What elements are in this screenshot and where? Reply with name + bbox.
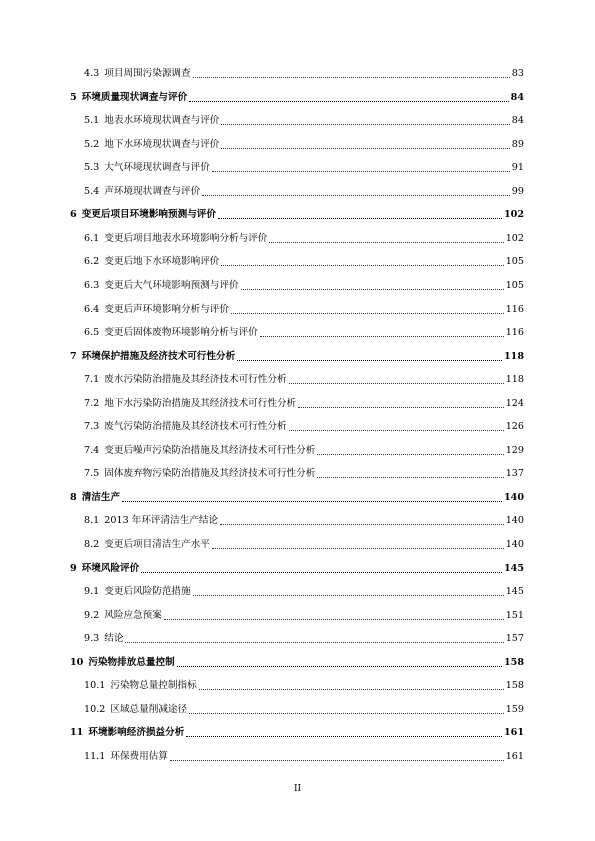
toc-dot-leader	[164, 619, 504, 620]
toc-section-entry[interactable]	[84, 231, 524, 245]
toc-entry-number: 8.1	[84, 515, 100, 527]
toc-section-entry[interactable]	[84, 631, 524, 645]
toc-entry-page-number: 118	[505, 374, 524, 386]
toc-entry-title: 声环境现状调查与评价	[104, 185, 201, 197]
toc-chapter-entry[interactable]	[70, 490, 524, 504]
toc-dot-leader	[231, 313, 504, 314]
toc-entry-title: 污染物总量控制指标	[110, 680, 197, 692]
toc-entry-number: 6	[70, 209, 77, 221]
toc-entry-number: 5.3	[84, 162, 100, 174]
toc-entry-title: 变更后项目地表水环境影响分析与评价	[104, 232, 268, 244]
toc-dot-leader	[189, 713, 504, 714]
toc-dot-leader	[193, 595, 504, 596]
toc-entry-page-number: 145	[505, 586, 524, 598]
toc-entry-number: 10.2	[84, 703, 106, 715]
toc-entry-page-number: 116	[505, 327, 524, 339]
toc-dot-leader	[289, 383, 504, 384]
toc-section-entry[interactable]	[84, 513, 524, 527]
toc-dot-leader	[220, 524, 504, 525]
toc-entry-page-number: 161	[505, 750, 524, 762]
toc-entry-page-number: 159	[505, 703, 524, 715]
toc-entry-title: 地表水环境现状调查与评价	[104, 115, 220, 127]
toc-chapter-entry[interactable]	[70, 90, 524, 104]
toc-dot-leader	[241, 289, 504, 290]
toc-chapter-entry[interactable]	[70, 561, 524, 575]
toc-entry-number: 7.1	[84, 374, 100, 386]
toc-section-entry[interactable]	[84, 113, 524, 127]
toc-dot-leader	[186, 736, 502, 737]
toc-section-entry[interactable]	[84, 160, 524, 174]
toc-section-entry[interactable]	[84, 419, 524, 433]
toc-section-entry[interactable]	[84, 749, 524, 763]
toc-entry-title: 环境风险评价	[81, 562, 140, 574]
toc-entry-page-number: 124	[505, 397, 524, 409]
toc-entry-number: 8	[70, 491, 77, 503]
toc-dot-leader	[298, 407, 504, 408]
toc-entry-number: 8.2	[84, 539, 100, 550]
toc-dot-leader	[170, 760, 504, 761]
toc-entry-number: 9.2	[84, 609, 100, 621]
toc-dot-leader	[199, 689, 504, 690]
toc-dot-leader	[221, 148, 509, 149]
toc-entry-title: 变更后大气环境影响预测与评价	[104, 279, 239, 291]
toc-entry-number: 11.1	[84, 750, 106, 762]
toc-entry-title: 变更后项目环境影响预测与评价	[81, 209, 216, 221]
toc-entry-number: 6.2	[84, 256, 100, 268]
toc-entry-number: 5	[70, 91, 77, 103]
toc-entry-number: 7.3	[84, 421, 100, 433]
toc-entry-number: 5.1	[84, 115, 100, 127]
toc-entry-title: 大气环境现状调查与评价	[104, 162, 210, 174]
toc-entry-number: 5.2	[84, 138, 100, 150]
toc-entry-page-number: 102	[503, 209, 524, 221]
toc-entry-title: 污染物排放总量控制	[88, 656, 175, 668]
toc-dot-leader	[289, 430, 504, 431]
toc-entry-number: 10	[70, 656, 84, 668]
toc-dot-leader	[125, 642, 503, 643]
toc-section-entry[interactable]	[84, 443, 524, 457]
toc-entry-page-number: 118	[503, 350, 524, 362]
toc-dot-leader	[218, 218, 502, 219]
toc-entry-title: 变更后项目清洁生产水平	[104, 539, 210, 550]
toc-entry-page-number: 102	[505, 232, 524, 244]
toc-dot-leader	[189, 101, 508, 102]
toc-section-entry[interactable]	[84, 678, 524, 692]
toc-section-entry[interactable]	[84, 66, 524, 80]
toc-entry-number: 5.4	[84, 185, 100, 197]
toc-dot-leader	[317, 477, 503, 478]
toc-entry-title: 废水污染防治措施及其经济技术可行性分析	[104, 374, 287, 386]
toc-section-entry[interactable]	[84, 537, 524, 551]
toc-section-entry[interactable]	[84, 608, 524, 622]
toc-entry-page-number: 84	[510, 91, 524, 103]
toc-entry-number: 6.3	[84, 279, 100, 291]
toc-entry-page-number: 140	[505, 515, 524, 527]
toc-dot-leader	[221, 265, 503, 266]
toc-chapter-entry[interactable]	[70, 349, 524, 363]
toc-entry-title: 环境保护措施及经济技术可行性分析	[81, 350, 236, 362]
toc-entry-page-number: 151	[505, 609, 524, 621]
toc-entry-title: 环保费用估算	[110, 750, 168, 762]
toc-entry-title: 变更后地下水环境影响评价	[104, 256, 220, 268]
toc-section-entry[interactable]	[84, 372, 524, 386]
toc-entry-title: 废气污染防治措施及其经济技术可行性分析	[104, 421, 287, 433]
toc-section-entry[interactable]	[84, 584, 524, 598]
toc-dot-leader	[122, 501, 502, 502]
toc-dot-leader	[237, 360, 502, 361]
toc-entry-page-number: 99	[511, 185, 524, 197]
toc-dot-leader	[193, 77, 510, 78]
toc-dot-leader	[212, 548, 504, 549]
toc-entry-title: 2013 年环评清洁生产结论	[104, 515, 219, 527]
toc-entry-page-number: 116	[505, 303, 524, 315]
toc-dot-leader	[260, 336, 504, 337]
toc-entry-page-number: 84	[511, 115, 524, 127]
toc-entry-title: 风险应急预案	[104, 609, 162, 621]
page-footer-number: II	[293, 784, 302, 794]
toc-entry-title: 变更后固体废物环境影响分析与评价	[104, 327, 258, 339]
toc-entry-title: 项目周围污染源调查	[104, 68, 191, 79]
toc-entry-title: 区域总量削减途径	[110, 703, 188, 715]
toc-entry-page-number: 126	[505, 421, 524, 433]
toc-entry-page-number: 89	[511, 138, 524, 150]
toc-dot-leader	[269, 242, 503, 243]
toc-entry-page-number: 83	[511, 68, 524, 79]
toc-dot-leader	[177, 666, 502, 667]
toc-section-entry[interactable]	[84, 702, 524, 716]
toc-entry-page-number: 140	[505, 539, 524, 550]
toc-dot-leader	[212, 171, 510, 172]
toc-section-entry[interactable]	[84, 278, 524, 292]
toc-entry-page-number: 145	[503, 562, 524, 574]
toc-entry-number: 6.4	[84, 303, 100, 315]
toc-entry-title: 地下水环境现状调查与评价	[104, 138, 220, 150]
toc-entry-page-number: 129	[505, 444, 524, 456]
toc-entry-number: 6.5	[84, 327, 100, 339]
toc-entry-page-number: 161	[503, 727, 524, 739]
toc-dot-leader	[221, 124, 509, 125]
toc-section-entry[interactable]	[84, 254, 524, 268]
toc-entry-page-number: 140	[503, 491, 524, 503]
toc-entry-number: 9.3	[84, 633, 100, 645]
toc-entry-number: 11	[70, 727, 84, 739]
toc-entry-number: 10.1	[84, 680, 106, 692]
toc-entry-title: 变更后风险防范措施	[104, 586, 191, 598]
toc-entry-page-number: 157	[505, 633, 524, 645]
toc-entry-title: 环境影响经济损益分析	[88, 727, 185, 739]
toc-entry-title: 变更后噪声污染防治措施及其经济技术可行性分析	[104, 444, 316, 456]
toc-entry-number: 7.5	[84, 468, 100, 480]
toc-entry-number: 9.1	[84, 586, 100, 598]
toc-section-entry[interactable]	[84, 302, 524, 316]
toc-dot-leader	[202, 195, 510, 196]
toc-chapter-entry[interactable]	[70, 725, 524, 739]
toc-entry-number: 7.2	[84, 397, 100, 409]
toc-entry-title: 清洁生产	[81, 491, 121, 503]
toc-entry-title: 环境质量现状调查与评价	[81, 91, 188, 103]
toc-entry-title: 结论	[104, 633, 124, 645]
toc-entry-title: 固体废弃物污染防治措施及其经济技术可行性分析	[104, 468, 316, 480]
toc-entry-page-number: 137	[505, 468, 524, 480]
toc-chapter-entry[interactable]	[70, 655, 524, 669]
toc-entry-number: 7.4	[84, 444, 100, 456]
toc-section-entry[interactable]	[84, 466, 524, 480]
toc-entry-number: 9	[70, 562, 77, 574]
toc-dot-leader	[317, 454, 503, 455]
toc-entry-page-number: 158	[503, 656, 524, 668]
toc-section-entry[interactable]	[84, 325, 524, 339]
toc-entry-number: 4.3	[84, 68, 100, 79]
toc-entry-title: 地下水污染防治措施及其经济技术可行性分析	[104, 397, 297, 409]
toc-entry-page-number: 158	[505, 680, 524, 692]
toc-entry-number: 7	[70, 350, 77, 362]
toc-entry-number: 6.1	[84, 232, 100, 244]
toc-entry-title: 变更后声环境影响分析与评价	[104, 303, 229, 315]
toc-entry-page-number: 105	[505, 256, 524, 268]
toc-entry-page-number: 91	[511, 162, 524, 174]
toc-section-entry[interactable]	[84, 184, 524, 198]
toc-section-entry[interactable]	[84, 137, 524, 151]
toc-chapter-entry[interactable]	[70, 207, 524, 221]
toc-section-entry[interactable]	[84, 396, 524, 410]
toc-entry-page-number: 105	[505, 279, 524, 291]
toc-dot-leader	[141, 572, 502, 573]
